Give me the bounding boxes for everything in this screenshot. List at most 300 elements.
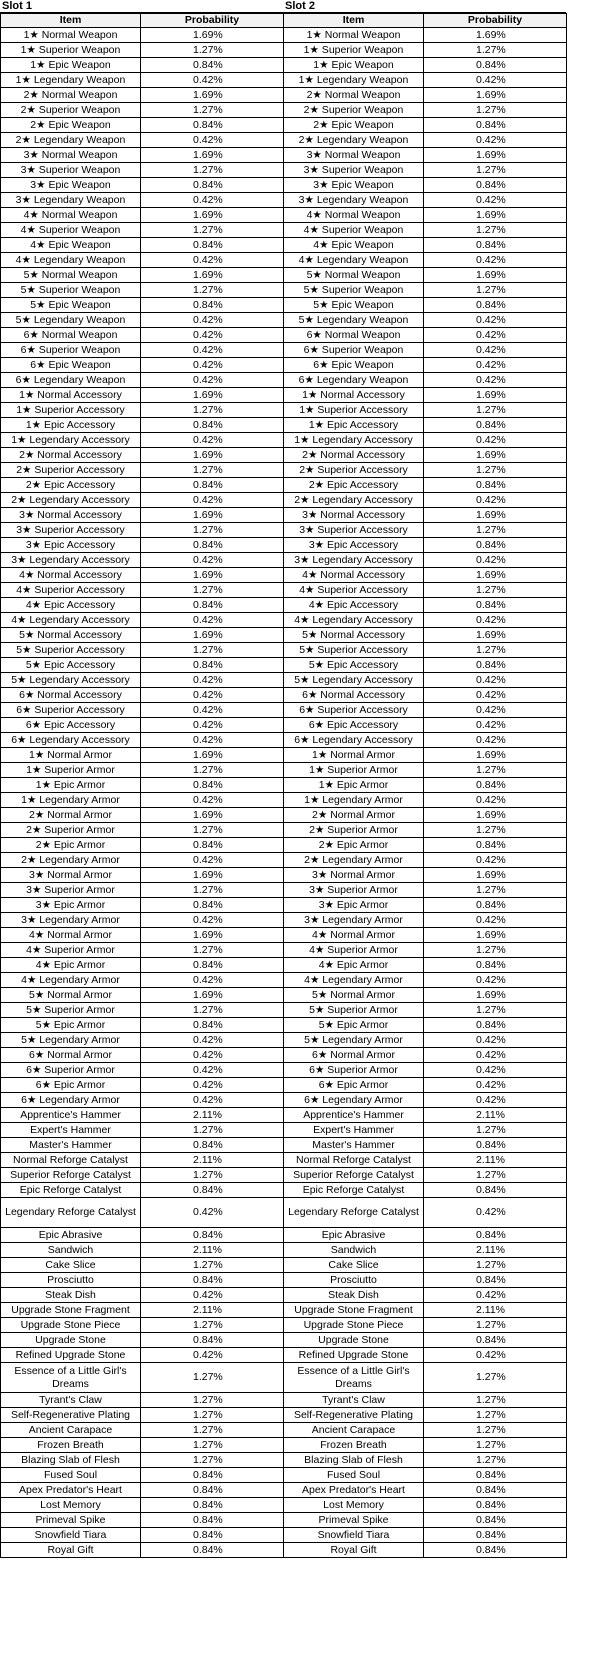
item-name-cell: 5★ Superior Accessory — [1, 643, 141, 658]
item-name-cell: 6★ Legendary Weapon — [284, 373, 424, 388]
item-name-cell: Fused Soul — [284, 1468, 424, 1483]
item-name-cell: 1★ Normal Weapon — [1, 28, 141, 43]
table-row — [1, 688, 284, 703]
probability-cell: 0.42% — [141, 553, 284, 568]
item-name-cell: 6★ Normal Armor — [1, 1048, 141, 1063]
probability-cell: 0.42% — [141, 1093, 284, 1108]
probability-cell: 1.69% — [424, 868, 567, 883]
item-name-cell: 5★ Superior Accessory — [284, 643, 424, 658]
table-row — [284, 628, 567, 643]
item-name-cell: 4★ Normal Weapon — [284, 208, 424, 223]
table-row — [284, 223, 567, 238]
table-row — [284, 958, 567, 973]
table-row — [1, 208, 284, 223]
probability-cell: 1.27% — [424, 1363, 567, 1393]
probability-cell: 1.27% — [141, 643, 284, 658]
table-row — [284, 1468, 567, 1483]
item-name-cell: 1★ Epic Accessory — [284, 418, 424, 433]
probability-cell: 1.27% — [141, 463, 284, 478]
table-row — [284, 343, 567, 358]
item-name-cell: 2★ Legendary Armor — [284, 853, 424, 868]
table-row — [1, 943, 284, 958]
table-row — [1, 703, 284, 718]
probability-cell: 0.42% — [424, 1348, 567, 1363]
probability-cell: 0.42% — [141, 193, 284, 208]
probability-cell: 1.27% — [424, 103, 567, 118]
probability-cell: 2.11% — [424, 1153, 567, 1168]
table-row — [1, 1348, 284, 1363]
item-name-cell: 3★ Epic Weapon — [284, 178, 424, 193]
item-name-cell: 4★ Epic Weapon — [1, 238, 141, 253]
item-name-cell: 4★ Normal Accessory — [1, 568, 141, 583]
item-name-cell: 4★ Legendary Weapon — [284, 253, 424, 268]
item-name-cell: 4★ Epic Accessory — [1, 598, 141, 613]
table-row — [1, 1333, 284, 1348]
slot-2-title: Slot 2 — [283, 0, 566, 13]
table-row — [1, 1423, 284, 1438]
item-name-cell: 1★ Epic Armor — [284, 778, 424, 793]
probability-cell: 0.84% — [424, 1498, 567, 1513]
slot-1-header-row — [1, 14, 284, 28]
item-name-cell: Primeval Spike — [1, 1513, 141, 1528]
probability-cell: 0.42% — [424, 313, 567, 328]
table-row — [284, 1513, 567, 1528]
probability-cell: 0.84% — [424, 778, 567, 793]
probability-cell: 0.42% — [141, 913, 284, 928]
table-row — [284, 28, 567, 43]
item-name-cell: 2★ Legendary Armor — [1, 853, 141, 868]
probability-cell: 0.42% — [141, 493, 284, 508]
slot-2-header-row — [284, 14, 567, 28]
table-row — [1, 463, 284, 478]
probability-cell: 0.42% — [141, 1063, 284, 1078]
table-row — [1, 1288, 284, 1303]
probability-cell: 1.27% — [424, 1453, 567, 1468]
probability-cell: 0.42% — [141, 433, 284, 448]
table-row — [1, 1243, 284, 1258]
item-name-cell: 6★ Normal Accessory — [284, 688, 424, 703]
item-name-cell: Expert's Hammer — [284, 1123, 424, 1138]
probability-cell: 1.69% — [141, 268, 284, 283]
probability-cell: 0.84% — [424, 298, 567, 313]
item-name-cell: 5★ Legendary Weapon — [284, 313, 424, 328]
item-name-cell: 3★ Epic Armor — [1, 898, 141, 913]
probability-cell: 2.11% — [141, 1153, 284, 1168]
item-name-cell: Frozen Breath — [284, 1438, 424, 1453]
probability-cell: 1.69% — [424, 748, 567, 763]
probability-cell: 0.42% — [424, 193, 567, 208]
probability-cell: 0.42% — [141, 793, 284, 808]
probability-cell: 1.27% — [141, 823, 284, 838]
probability-cell: 0.84% — [424, 1018, 567, 1033]
item-name-cell: Cake Slice — [284, 1258, 424, 1273]
item-name-cell: 5★ Normal Weapon — [284, 268, 424, 283]
item-name-cell: Prosciutto — [1, 1273, 141, 1288]
table-row — [284, 1153, 567, 1168]
probability-cell: 0.84% — [141, 1228, 284, 1243]
table-row — [284, 838, 567, 853]
item-name-cell: 2★ Epic Armor — [1, 838, 141, 853]
probability-cell: 0.84% — [141, 1183, 284, 1198]
item-name-cell: 3★ Normal Weapon — [284, 148, 424, 163]
table-row — [284, 973, 567, 988]
table-row — [1, 223, 284, 238]
probability-cell: 1.27% — [141, 103, 284, 118]
probability-cell: 2.11% — [141, 1243, 284, 1258]
probability-cell: 0.84% — [141, 598, 284, 613]
item-name-cell: Self-Regenerative Plating — [284, 1408, 424, 1423]
item-name-cell: 5★ Normal Armor — [284, 988, 424, 1003]
table-row — [1, 178, 284, 193]
table-row — [1, 913, 284, 928]
item-name-cell: 4★ Superior Armor — [1, 943, 141, 958]
table-row — [284, 493, 567, 508]
item-name-cell: Legendary Reforge Catalyst — [1, 1198, 141, 1228]
item-name-cell: 1★ Legendary Accessory — [284, 433, 424, 448]
item-name-cell: 3★ Epic Accessory — [284, 538, 424, 553]
item-name-cell: Tyrant's Claw — [284, 1393, 424, 1408]
item-name-cell: Normal Reforge Catalyst — [1, 1153, 141, 1168]
item-name-cell: Upgrade Stone — [1, 1333, 141, 1348]
item-name-cell: Snowfield Tiara — [284, 1528, 424, 1543]
probability-cell: 1.27% — [141, 943, 284, 958]
probability-cell: 0.42% — [141, 733, 284, 748]
item-name-cell: 5★ Normal Accessory — [284, 628, 424, 643]
item-name-cell: 3★ Legendary Weapon — [284, 193, 424, 208]
probability-cell: 0.84% — [141, 58, 284, 73]
item-name-cell: 5★ Superior Weapon — [284, 283, 424, 298]
table-row — [1, 298, 284, 313]
item-name-cell: Lost Memory — [1, 1498, 141, 1513]
probability-cell: 0.42% — [424, 553, 567, 568]
item-name-cell: 3★ Superior Armor — [284, 883, 424, 898]
probability-cell: 0.84% — [424, 598, 567, 613]
table-row — [284, 748, 567, 763]
probability-column-header: Probability — [424, 14, 567, 28]
probability-cell: 0.84% — [141, 478, 284, 493]
item-name-cell: 5★ Epic Armor — [1, 1018, 141, 1033]
item-name-cell: 5★ Normal Armor — [1, 988, 141, 1003]
probability-cell: 0.84% — [141, 1333, 284, 1348]
table-row — [284, 928, 567, 943]
probability-cell: 0.42% — [424, 73, 567, 88]
table-row — [1, 43, 284, 58]
table-row — [1, 628, 284, 643]
probability-cell: 1.27% — [424, 1168, 567, 1183]
item-name-cell: 1★ Normal Weapon — [284, 28, 424, 43]
probability-cell: 0.84% — [424, 478, 567, 493]
probability-cell: 0.84% — [141, 958, 284, 973]
item-name-cell: 6★ Superior Weapon — [284, 343, 424, 358]
item-name-cell: 2★ Superior Armor — [284, 823, 424, 838]
probability-cell: 1.69% — [424, 628, 567, 643]
table-row — [284, 1423, 567, 1438]
probability-cell: 0.42% — [141, 313, 284, 328]
probability-cell: 1.27% — [141, 1258, 284, 1273]
probability-cell: 0.42% — [141, 853, 284, 868]
table-row — [284, 1453, 567, 1468]
probability-cell: 1.69% — [141, 748, 284, 763]
item-name-cell: 1★ Superior Armor — [1, 763, 141, 778]
item-name-cell: 3★ Epic Accessory — [1, 538, 141, 553]
table-row — [284, 298, 567, 313]
item-name-cell: 3★ Epic Armor — [284, 898, 424, 913]
table-row — [284, 853, 567, 868]
probability-cell: 0.42% — [424, 613, 567, 628]
probability-cell: 1.27% — [424, 1318, 567, 1333]
item-name-cell: 5★ Epic Weapon — [1, 298, 141, 313]
item-name-cell: 1★ Epic Accessory — [1, 418, 141, 433]
item-name-cell: 1★ Epic Armor — [1, 778, 141, 793]
item-name-cell: 3★ Normal Accessory — [284, 508, 424, 523]
table-row — [284, 1063, 567, 1078]
item-name-cell: 5★ Epic Accessory — [284, 658, 424, 673]
table-row — [284, 1363, 567, 1393]
probability-cell: 0.42% — [424, 913, 567, 928]
item-name-cell: 4★ Legendary Accessory — [284, 613, 424, 628]
item-name-cell: 1★ Legendary Weapon — [284, 73, 424, 88]
item-name-cell: 5★ Legendary Armor — [1, 1033, 141, 1048]
table-row — [1, 1183, 284, 1198]
probability-cell: 0.84% — [424, 118, 567, 133]
probability-cell: 0.84% — [424, 958, 567, 973]
probability-cell: 0.42% — [141, 133, 284, 148]
probability-cell: 0.42% — [424, 853, 567, 868]
table-row — [284, 1438, 567, 1453]
probability-cell: 0.42% — [424, 718, 567, 733]
probability-cell: 1.27% — [141, 1318, 284, 1333]
table-row — [284, 1183, 567, 1198]
item-name-cell: Essence of a Little Girl's Dreams — [284, 1363, 424, 1393]
item-name-cell: Ancient Carapace — [1, 1423, 141, 1438]
item-name-cell: Essence of a Little Girl's Dreams — [1, 1363, 141, 1393]
table-row — [284, 103, 567, 118]
item-name-cell: 5★ Epic Accessory — [1, 658, 141, 673]
item-name-cell: 2★ Epic Weapon — [284, 118, 424, 133]
probability-cell: 0.84% — [424, 1228, 567, 1243]
table-row — [1, 778, 284, 793]
table-row — [1, 748, 284, 763]
table-row — [1, 568, 284, 583]
table-row — [284, 508, 567, 523]
item-name-cell: 4★ Superior Weapon — [284, 223, 424, 238]
table-row — [1, 1303, 284, 1318]
probability-cell: 1.27% — [424, 1408, 567, 1423]
probability-cell: 1.69% — [424, 568, 567, 583]
table-row — [284, 673, 567, 688]
probability-cell: 1.27% — [141, 583, 284, 598]
probability-cell: 1.69% — [141, 388, 284, 403]
table-row — [1, 898, 284, 913]
item-name-cell: Master's Hammer — [1, 1138, 141, 1153]
item-name-cell: 6★ Epic Armor — [1, 1078, 141, 1093]
probability-cell: 0.42% — [141, 73, 284, 88]
item-name-cell: 3★ Superior Armor — [1, 883, 141, 898]
table-row — [1, 853, 284, 868]
item-name-cell: Epic Reforge Catalyst — [284, 1183, 424, 1198]
probability-cell: 0.84% — [424, 1483, 567, 1498]
probability-cell: 1.27% — [424, 823, 567, 838]
item-name-cell: 1★ Superior Weapon — [1, 43, 141, 58]
item-column-header: Item — [1, 14, 141, 28]
table-row — [284, 1168, 567, 1183]
probability-cell: 0.84% — [141, 298, 284, 313]
probability-cell: 0.42% — [424, 1048, 567, 1063]
item-name-cell: 5★ Normal Accessory — [1, 628, 141, 643]
table-row — [284, 148, 567, 163]
probability-cell: 1.27% — [141, 1363, 284, 1393]
probability-cell: 0.84% — [141, 1468, 284, 1483]
item-name-cell: 4★ Legendary Accessory — [1, 613, 141, 628]
table-row — [1, 58, 284, 73]
probability-cell: 0.84% — [141, 1528, 284, 1543]
table-row — [1, 673, 284, 688]
slot-1-panel — [0, 0, 283, 1558]
item-name-cell: 4★ Normal Weapon — [1, 208, 141, 223]
table-row — [1, 1363, 284, 1393]
probability-cell: 0.42% — [141, 1198, 284, 1228]
table-row — [284, 643, 567, 658]
probability-cell: 0.84% — [141, 1543, 284, 1558]
item-name-cell: Royal Gift — [284, 1543, 424, 1558]
probability-cell: 0.42% — [424, 358, 567, 373]
item-name-cell: Refined Upgrade Stone — [1, 1348, 141, 1363]
item-name-cell: 3★ Legendary Armor — [1, 913, 141, 928]
item-name-cell: 4★ Epic Accessory — [284, 598, 424, 613]
probability-cell: 1.27% — [424, 1258, 567, 1273]
probability-cell: 0.84% — [141, 898, 284, 913]
table-row — [1, 868, 284, 883]
table-row — [284, 1348, 567, 1363]
item-name-cell: Blazing Slab of Flesh — [284, 1453, 424, 1468]
table-row — [284, 1273, 567, 1288]
table-row — [284, 1228, 567, 1243]
table-row — [284, 163, 567, 178]
table-row — [1, 823, 284, 838]
table-row — [284, 553, 567, 568]
item-name-cell: Ancient Carapace — [284, 1423, 424, 1438]
table-row — [284, 1033, 567, 1048]
item-name-cell: 6★ Legendary Armor — [1, 1093, 141, 1108]
slot-1-title: Slot 1 — [0, 0, 283, 13]
item-name-cell: 6★ Legendary Accessory — [284, 733, 424, 748]
probability-cell: 0.84% — [424, 898, 567, 913]
item-name-cell: 1★ Superior Accessory — [1, 403, 141, 418]
table-row — [1, 448, 284, 463]
table-row — [284, 808, 567, 823]
table-row — [1, 1468, 284, 1483]
probability-cell: 1.69% — [141, 28, 284, 43]
item-name-cell: 1★ Legendary Armor — [1, 793, 141, 808]
probability-cell: 1.69% — [424, 928, 567, 943]
probability-cell: 0.42% — [141, 973, 284, 988]
table-row — [1, 1078, 284, 1093]
table-row — [284, 58, 567, 73]
table-row — [1, 1093, 284, 1108]
table-row — [284, 1243, 567, 1258]
probability-cell: 1.27% — [141, 1438, 284, 1453]
probability-cell: 0.84% — [141, 838, 284, 853]
table-row — [284, 178, 567, 193]
probability-cell: 0.42% — [424, 688, 567, 703]
item-name-cell: 6★ Legendary Accessory — [1, 733, 141, 748]
table-row — [284, 1138, 567, 1153]
item-name-cell: 4★ Normal Armor — [1, 928, 141, 943]
probability-cell: 0.42% — [141, 673, 284, 688]
item-name-cell: 3★ Epic Weapon — [1, 178, 141, 193]
table-row — [1, 598, 284, 613]
table-row — [284, 88, 567, 103]
item-name-cell: 2★ Epic Armor — [284, 838, 424, 853]
probability-cell: 0.84% — [141, 538, 284, 553]
probability-cell: 1.27% — [424, 763, 567, 778]
item-name-cell: Epic Reforge Catalyst — [1, 1183, 141, 1198]
table-row — [284, 1333, 567, 1348]
item-name-cell: 6★ Normal Accessory — [1, 688, 141, 703]
item-name-cell: 2★ Normal Armor — [284, 808, 424, 823]
probability-cell: 0.42% — [141, 1288, 284, 1303]
probability-cell: 0.84% — [424, 238, 567, 253]
probability-cell: 0.42% — [141, 328, 284, 343]
probability-cell: 1.27% — [141, 883, 284, 898]
item-name-cell: 2★ Superior Armor — [1, 823, 141, 838]
table-row — [284, 268, 567, 283]
probability-cell: 0.84% — [424, 538, 567, 553]
table-row — [284, 43, 567, 58]
table-row — [1, 1273, 284, 1288]
item-name-cell: 2★ Epic Weapon — [1, 118, 141, 133]
table-row — [1, 988, 284, 1003]
table-row — [1, 283, 284, 298]
probability-cell: 0.42% — [424, 973, 567, 988]
probability-cell: 0.84% — [141, 178, 284, 193]
probability-cell: 1.69% — [141, 148, 284, 163]
table-row — [284, 1483, 567, 1498]
table-row — [1, 1168, 284, 1183]
table-row — [284, 868, 567, 883]
table-row — [284, 238, 567, 253]
item-name-cell: 1★ Normal Armor — [284, 748, 424, 763]
item-name-cell: 2★ Legendary Accessory — [1, 493, 141, 508]
probability-cell: 1.27% — [141, 1423, 284, 1438]
table-row — [284, 913, 567, 928]
item-name-cell: 1★ Legendary Armor — [284, 793, 424, 808]
table-row — [284, 358, 567, 373]
item-name-cell: Fused Soul — [1, 1468, 141, 1483]
table-row — [284, 523, 567, 538]
table-row — [1, 1048, 284, 1063]
probability-cell: 0.84% — [141, 658, 284, 673]
item-name-cell: 5★ Superior Armor — [1, 1003, 141, 1018]
table-row — [1, 148, 284, 163]
item-name-cell: 5★ Legendary Accessory — [284, 673, 424, 688]
item-name-cell: 6★ Epic Weapon — [1, 358, 141, 373]
probability-cell: 0.42% — [424, 433, 567, 448]
item-name-cell: Cake Slice — [1, 1258, 141, 1273]
table-row — [284, 193, 567, 208]
item-name-cell: 3★ Superior Accessory — [1, 523, 141, 538]
probability-cell: 0.42% — [424, 733, 567, 748]
probability-cell: 0.42% — [141, 1348, 284, 1363]
table-row — [1, 28, 284, 43]
item-name-cell: Apprentice's Hammer — [1, 1108, 141, 1123]
item-name-cell: 2★ Epic Accessory — [284, 478, 424, 493]
table-row — [284, 1108, 567, 1123]
probability-cell: 0.84% — [141, 1138, 284, 1153]
table-row — [284, 433, 567, 448]
table-row — [1, 763, 284, 778]
item-name-cell: 3★ Normal Weapon — [1, 148, 141, 163]
